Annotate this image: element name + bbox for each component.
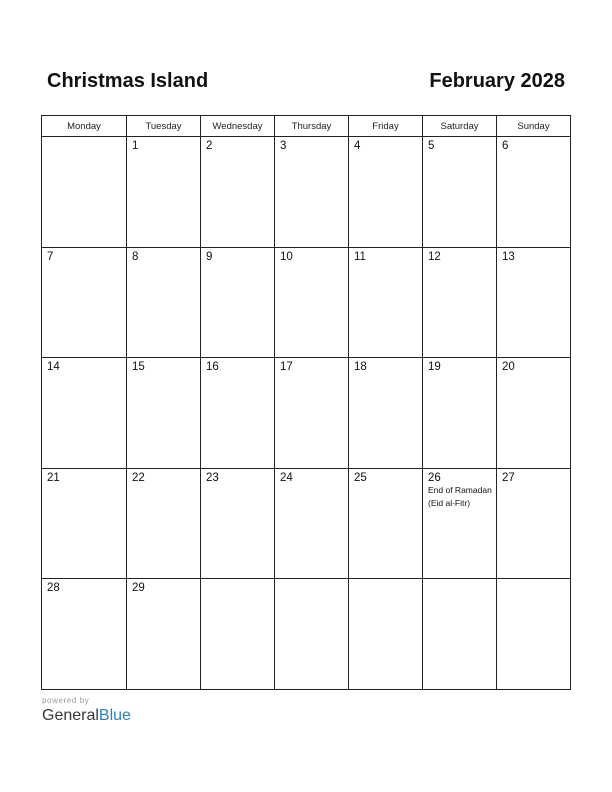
- day-cell[interactable]: [497, 579, 571, 690]
- day-number: 19: [428, 361, 441, 373]
- day-cell[interactable]: [275, 468, 349, 579]
- holiday-event: End of Ramadan (Eid al-Fitr): [428, 484, 492, 508]
- weekday-header: Sunday: [497, 116, 571, 137]
- day-cell[interactable]: [497, 468, 571, 579]
- footer: [42, 696, 131, 725]
- day-cell[interactable]: [275, 358, 349, 469]
- day-cell[interactable]: [201, 579, 275, 690]
- week-row: [42, 137, 571, 248]
- day-number: [497, 579, 570, 582]
- day-number: 2: [206, 140, 213, 152]
- day-cell[interactable]: [42, 137, 127, 248]
- day-number: 24: [280, 471, 293, 484]
- weekday-header: Monday: [42, 116, 127, 137]
- day-number: [349, 579, 422, 582]
- day-cell[interactable]: [127, 137, 201, 248]
- weekday-header: Wednesday: [201, 116, 275, 137]
- day-number: 27: [502, 471, 515, 484]
- day-number: 1: [132, 140, 139, 152]
- day-cell[interactable]: [497, 247, 571, 358]
- day-cell[interactable]: [423, 247, 497, 358]
- day-number: 17: [280, 361, 293, 373]
- day-cell[interactable]: [275, 137, 349, 248]
- day-cell[interactable]: [127, 468, 201, 579]
- day-cell[interactable]: [349, 358, 423, 469]
- day-cell[interactable]: [127, 247, 201, 358]
- day-number: 4: [354, 140, 361, 152]
- day-cell[interactable]: [127, 358, 201, 469]
- day-number: 29: [132, 582, 145, 594]
- day-cell[interactable]: [201, 468, 275, 579]
- day-number: 8: [132, 250, 139, 263]
- day-cell[interactable]: [423, 137, 497, 248]
- weekday-header: Saturday: [423, 116, 497, 137]
- day-number: 16: [206, 361, 219, 373]
- day-number: 26: [428, 471, 441, 484]
- day-cell[interactable]: [349, 247, 423, 358]
- day-cell[interactable]: [275, 247, 349, 358]
- week-row: [42, 579, 571, 690]
- day-number: 12: [428, 250, 441, 263]
- day-cell[interactable]: [201, 247, 275, 358]
- day-number: 10: [280, 250, 293, 263]
- day-cell[interactable]: [423, 579, 497, 690]
- day-number: 7: [47, 250, 54, 263]
- week-row: [42, 247, 571, 358]
- day-cell[interactable]: [423, 468, 497, 579]
- day-number: 21: [47, 471, 60, 484]
- week-row: [42, 358, 571, 469]
- day-cell[interactable]: [42, 358, 127, 469]
- weekday-header: Friday: [349, 116, 423, 137]
- day-number: 28: [47, 582, 60, 594]
- region-title: Christmas Island: [47, 70, 209, 92]
- day-number: 18: [354, 361, 367, 373]
- day-number: 22: [132, 471, 145, 484]
- calendar-grid: [41, 115, 571, 690]
- day-cell[interactable]: [349, 468, 423, 579]
- day-number: 3: [280, 140, 287, 152]
- day-number: [42, 137, 126, 140]
- day-number: [275, 579, 348, 582]
- weekday-header: Thursday: [275, 116, 349, 137]
- day-cell[interactable]: [42, 247, 127, 358]
- day-number: 15: [132, 361, 145, 373]
- day-number: 9: [206, 250, 213, 263]
- day-cell[interactable]: [497, 137, 571, 248]
- day-number: 11: [354, 250, 366, 263]
- day-number: [201, 579, 274, 582]
- day-number: 14: [47, 361, 60, 373]
- day-cell[interactable]: [201, 358, 275, 469]
- day-cell[interactable]: [497, 358, 571, 469]
- day-cell[interactable]: [349, 137, 423, 248]
- month-title: February 2028: [429, 70, 565, 92]
- day-cell[interactable]: [349, 579, 423, 690]
- powered-by-label: powered by: [42, 696, 90, 705]
- day-number: 5: [428, 140, 435, 152]
- day-cell[interactable]: [127, 579, 201, 690]
- day-number: 25: [354, 471, 367, 484]
- day-cell[interactable]: [42, 468, 127, 579]
- day-cell[interactable]: [42, 579, 127, 690]
- day-cell[interactable]: [423, 358, 497, 469]
- brand-general-text: General: [42, 707, 99, 724]
- day-cell[interactable]: [201, 137, 275, 248]
- day-number: 20: [502, 361, 515, 373]
- week-row: [42, 468, 571, 579]
- day-number: [423, 579, 496, 582]
- day-number: 13: [502, 250, 515, 263]
- day-cell[interactable]: [275, 579, 349, 690]
- weekday-header-row: [42, 116, 571, 137]
- weekday-header: Tuesday: [127, 116, 201, 137]
- day-number: 6: [502, 140, 509, 152]
- brand-blue-text: Blue: [98, 707, 131, 724]
- day-number: 23: [206, 471, 219, 484]
- brand-logo[interactable]: [42, 707, 131, 725]
